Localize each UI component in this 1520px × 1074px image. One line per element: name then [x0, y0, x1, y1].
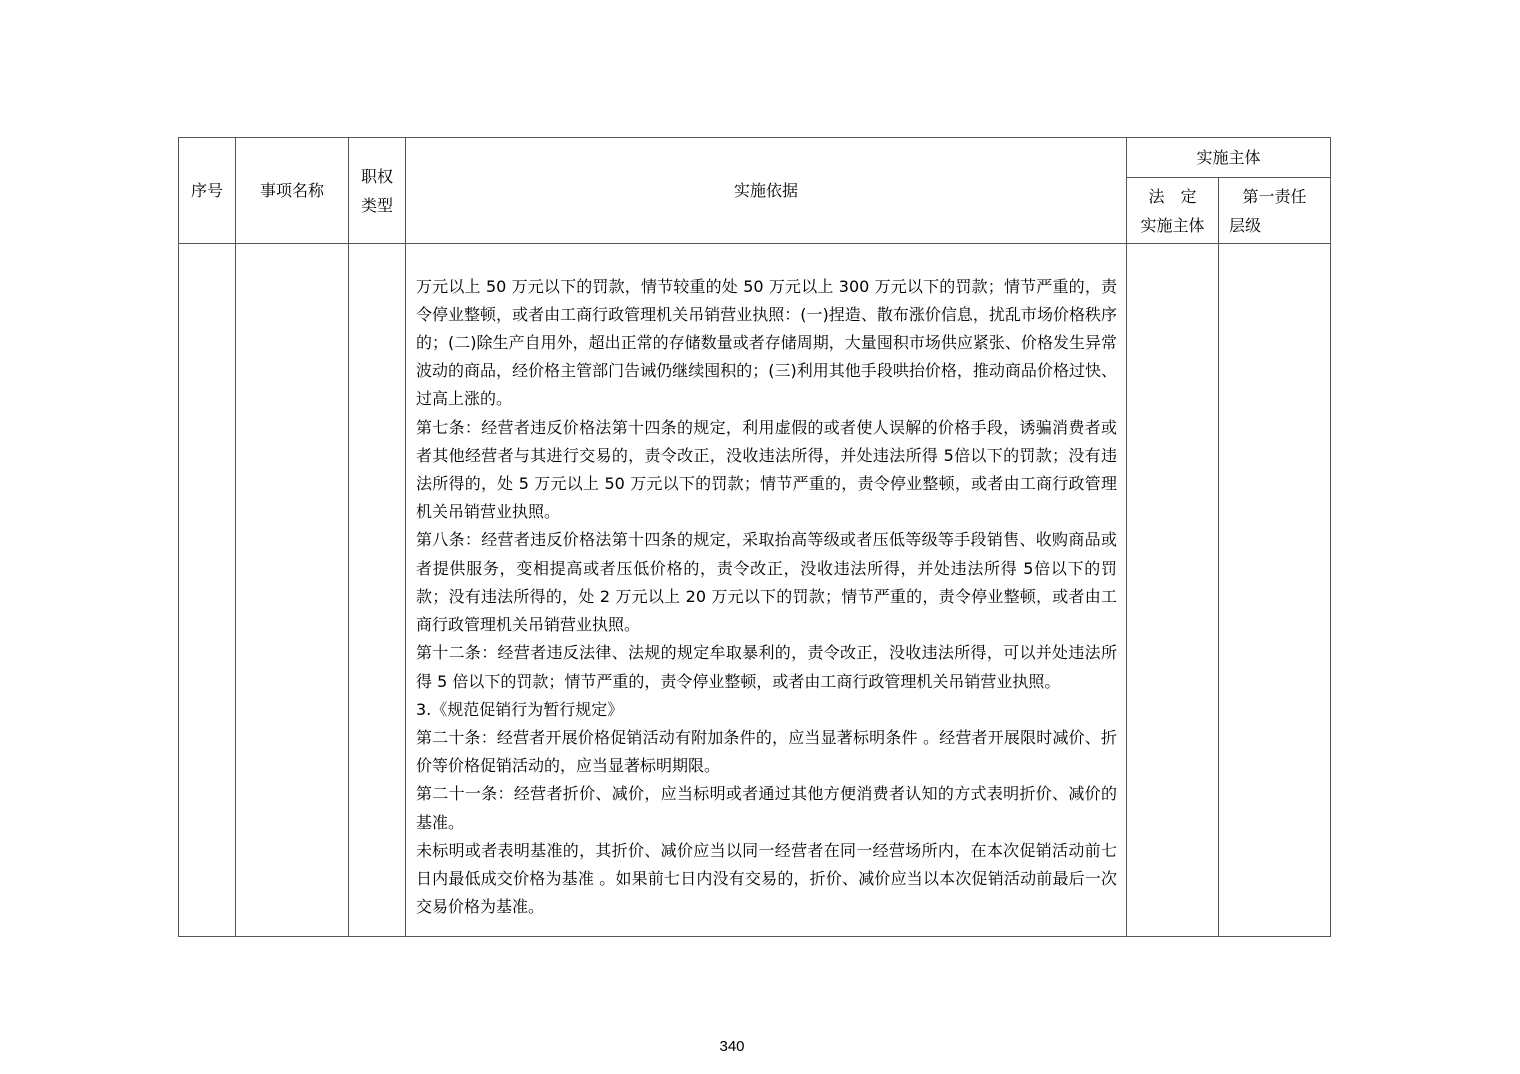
header-power-type-line2: 类型: [360, 195, 393, 215]
header-power-type-line1: 职权: [360, 166, 393, 186]
basis-paragraph-7: 第二十一条：经营者折价、减价，应当标明或者通过其他方便消费者认知的方式表明折价、减价的基准。: [416, 784, 1117, 832]
header-power-type: [349, 138, 406, 244]
implementation-table: [178, 137, 1331, 937]
basis-paragraph-6: 第二十条：经营者开展价格促销活动有附加条件的，应当显著标明条件 。经营者开展限时减价、折价等价格促销活动的，应当显著标明期限。: [416, 727, 1117, 776]
header-subject: 实施主体: [1127, 138, 1331, 178]
basis-paragraph-2: 第七条：经营者违反价格法第十四条的规定，利用虚假的或者使人误解的价格手段，诱骗消费者或者其他经营者与其进行交易的，责令改正，没收违法所得，并处违法所得 5倍以下的罚款；没有违法所得的，处 5 万元以上 50 万元以下的罚款；情节严重的，责令停业整顿，或者由工商行政管理机关吊销营业执照。: [416, 417, 1117, 522]
basis-paragraph-5: 3.《规范促销行为暂行规定》: [416, 699, 624, 719]
header-first-level-line2: 层级: [1229, 215, 1262, 235]
header-basis: 实施依据: [406, 138, 1127, 244]
cell-basis: [406, 244, 1127, 937]
cell-seq: [179, 244, 236, 937]
header-item-name: 事项名称: [236, 138, 349, 244]
basis-paragraph-1: 万元以上 50 万元以下的罚款，情节较重的处 50 万元以上 300 万元以下的罚款；情节严重的，责令停业整顿，或者由工商行政管理机关吊销营业执照：(一)捏造、散布涨价信息，扰乱市场价格秩序的；(二)除生产自用外，超出正常的存储数量或者存储周期，大量囤积市场供应紧张、价格发生异常波动的商品，经价格主管部门告诫仍继续囤积的；(三)利用其他手段哄抬价格，推动商品价格过快、过高上涨的。: [416, 276, 1117, 409]
cell-legal-subject: [1127, 244, 1219, 937]
cell-item-name: [236, 244, 349, 937]
basis-paragraph-3: 第八条：经营者违反价格法第十四条的规定，采取抬高等级或者压低等级等手段销售、收购商品或者提供服务，变相提高或者压低价格的，责令改正，没收违法所得，并处违法所得 5倍以下的罚款；没有违法所得的，处 2 万元以上 20 万元以下的罚款；情节严重的，责令停业整顿，或者由工商行政管理机关吊销营业执照。: [416, 530, 1117, 635]
basis-paragraph-4: 第十二条：经营者违反法律、法规的规定牟取暴利的，责令改正，没收违法所得，可以并处违法所得 5 倍以下的罚款；情节严重的，责令停业整顿，或者由工商行政管理机关吊销营业执照。: [416, 643, 1117, 691]
header-first-level: [1219, 178, 1331, 244]
basis-paragraph-8: 未标明或者表明基准的，其折价、减价应当以同一经营者在同一经营场所内，在本次促销活动前七日内最低成交价格为基准 。如果前七日内没有交易的，折价、减价应当以本次促销活动前最后一次交易价格为基准。: [416, 840, 1117, 917]
table-row: [179, 244, 1331, 937]
header-legal-subject: [1127, 178, 1219, 244]
header-first-level-line1: 第一责任: [1242, 186, 1307, 206]
cell-first-level: [1219, 244, 1331, 937]
page-number: 340: [719, 1038, 745, 1055]
header-legal-subject-line2: 实施主体: [1140, 215, 1205, 235]
header-seq: 序号: [179, 138, 236, 244]
cell-power-type: [349, 244, 406, 937]
header-legal-subject-line1: 法 定: [1148, 186, 1197, 206]
